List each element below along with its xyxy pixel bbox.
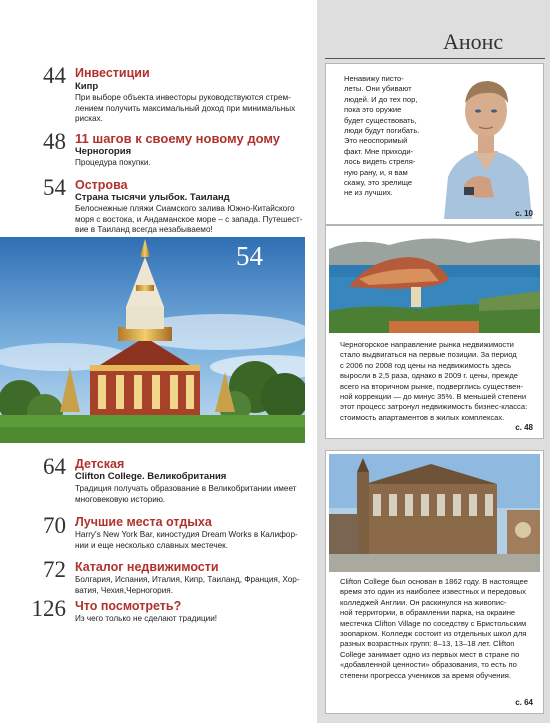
- entry-description: Традиция получать образование в Великобритании имеет многовековую историю.: [75, 484, 297, 504]
- entry-subtitle: Кипр: [75, 81, 99, 92]
- entry-description: Из чего только не сделают традиции!: [75, 614, 218, 623]
- entry-category[interactable]: Острова: [75, 178, 128, 192]
- entry-page-number: 48: [43, 129, 66, 154]
- entry-page-number: 44: [43, 63, 66, 88]
- actor-portrait: [434, 67, 540, 219]
- photo-page-number: 54: [236, 241, 263, 271]
- anons-title: Анонс: [443, 29, 504, 54]
- entry-page-number: 70: [43, 513, 66, 538]
- sveti-stefan-photo: [329, 229, 540, 333]
- anons-rule: [325, 58, 545, 59]
- entry-page-number: 72: [43, 557, 66, 582]
- quote-card[interactable]: [325, 63, 544, 225]
- page-reference: с. 48: [515, 423, 533, 432]
- thailand-temple-photo: [0, 237, 305, 443]
- montenegro-text: Черногорское направление рынка недвижимости стало выдвигаться на первые позиции. За период с 2006 по 2008 год цены на недвижимость здесь выросли в 2,5 раза, однако в 2009 г. цены, прежде всего на вторичном рынке, подверглись существен- ной коррекции — до минус 35%. В меньшей степени этот процесс затронул недвижимость бизнес-класса: стоимость апартаментов в жилых комплексах.: [340, 340, 528, 422]
- clifton-text: Clifton College был основан в 1862 году. В настоящее время это один из наиболее известных и передовых колледжей Англии. Он раскинулся на живопис- ной территории, в обрамлении парка, на окраине местечка Clifton Village по соседству с Бристольским зоопарком. Колледж состоит из отдельных школ для разных возрастных групп: 8–13, 13–18 лет. Clifton College занимает одно из первых мест в стране по «добавленной ценности» образования, то есть по степени прогресса учеников за время обучения.: [340, 577, 528, 680]
- entry-description: Harry's New York Bar, киностудия Dream Works в Калифор- нии и еще несколько славных местечек.: [75, 530, 298, 550]
- entry-category[interactable]: Детская: [75, 457, 125, 471]
- clifton-college-photo: [329, 454, 540, 572]
- entry-description: Процедура покупки.: [75, 158, 151, 167]
- entry-category[interactable]: Что посмотреть?: [75, 599, 182, 613]
- entry-category[interactable]: 11 шагов к своему новому дому: [75, 131, 281, 146]
- entry-description: При выборе объекта инвесторы руководствуются стрем- лением получить максимальный доход при минимальных рисках.: [75, 93, 296, 123]
- clifton-card[interactable]: [325, 450, 544, 714]
- entry-subtitle: Clifton College. Великобритания: [75, 471, 227, 482]
- entry-category[interactable]: Каталог недвижимости: [75, 560, 219, 574]
- entry-description: Болгария, Испания, Италия, Кипр, Таиланд, Франция, Хор- ватия, Чехия,Черногория.: [75, 575, 300, 595]
- entry-page-number: 64: [43, 454, 66, 479]
- entry-subtitle: Страна тысячи улыбок. Таиланд: [75, 192, 230, 203]
- entry-category[interactable]: Лучшие места отдыха: [75, 515, 212, 529]
- anons-panel: [317, 0, 550, 723]
- montenegro-card[interactable]: [325, 225, 544, 439]
- entry-category[interactable]: Инвестиции: [75, 66, 150, 80]
- entry-page-number: 54: [43, 175, 66, 200]
- quote-text: Ненавижу писто- леты. Они убивают людей. И до тех пор, пока это оружие будет существовать, люди будут погибать. Это неоспоримый факт. Мне приходи- лось видеть стреля- ную рану, и, я вам скажу, это зрелище не из лучших.: [344, 74, 420, 198]
- entry-description: Белоснежные пляжи Сиамского залива Южно-Китайского моря с востока, и Андаманское море – с запада. Путешест- вие в Таиланд всегда незабываемо!: [75, 204, 303, 234]
- entry-subtitle: Черногория: [75, 146, 132, 157]
- entry-page-number: 126: [31, 596, 66, 621]
- page-reference: с. 10: [515, 209, 533, 218]
- page-reference: с. 64: [515, 698, 533, 707]
